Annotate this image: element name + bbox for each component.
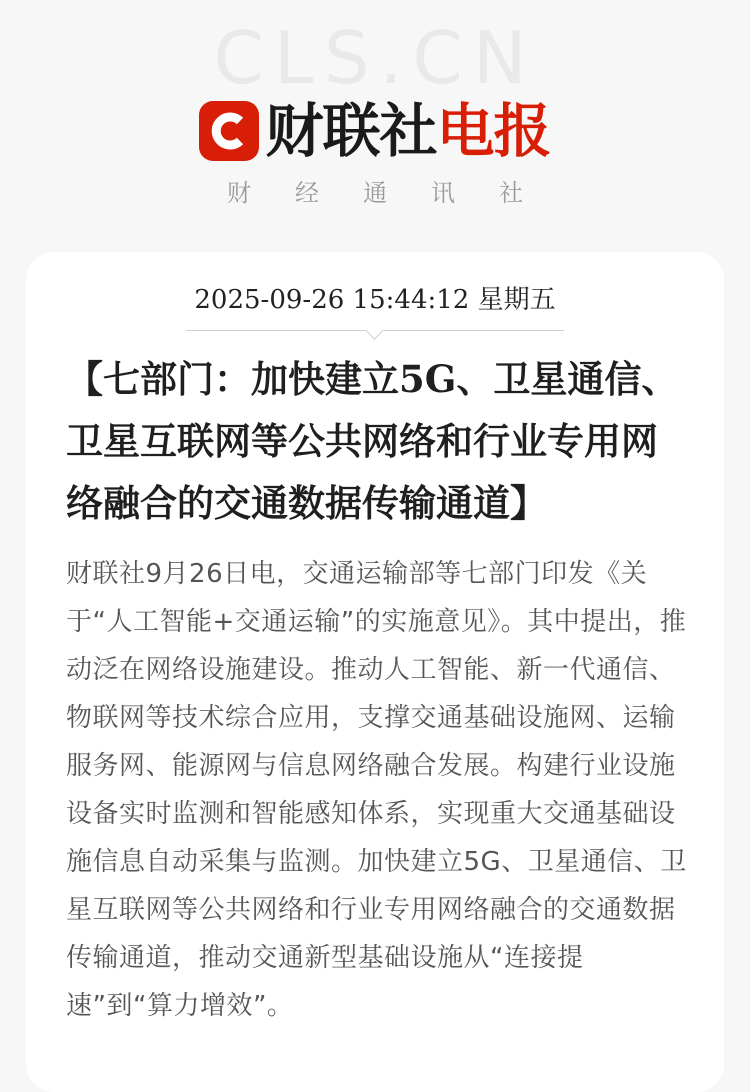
tagline: 财经通讯社 xyxy=(227,179,567,207)
cls-c-logo-icon xyxy=(199,101,259,161)
date-container xyxy=(26,282,724,331)
brand-logo xyxy=(0,97,750,165)
date-pointer-notch xyxy=(365,321,383,339)
article-body: 财联社9月26日电，交通运输部等七部门印发《关于“人工智能+交通运输”的实施意见》。其中提出，推动泛在网络设施建设。推动人工智能、新一代通信、物联网等技术综合应用，支撑交通基础设施网、运输服务网、能源网与信息网络融合发展。构建行业设施设备实时监测和智能感知体系，实现重大交通基础设施信息自动采集与监测。加快建立5G、卫星通信、卫星互联网等公共网络和行业专用网络融合的交通数据传输通道，推动交通新型基础设施从“连接提速”到“算力增效”。 xyxy=(66,559,687,1021)
logo-text-dianbao: 电报 xyxy=(436,97,551,165)
article-datetime xyxy=(186,282,563,331)
datetime-text: 2025-09-26 15:44:12 星期五 xyxy=(194,285,556,315)
logo-text-cailianshe: 财联社 xyxy=(265,97,437,165)
article-title: 【七部门：加快建立5G、卫星通信、卫星互联网等公共网络和行业专用网络融合的交通数据传输通道】 xyxy=(66,357,679,525)
watermark-text: CLS.CN xyxy=(213,16,537,100)
article-card xyxy=(26,252,724,1092)
